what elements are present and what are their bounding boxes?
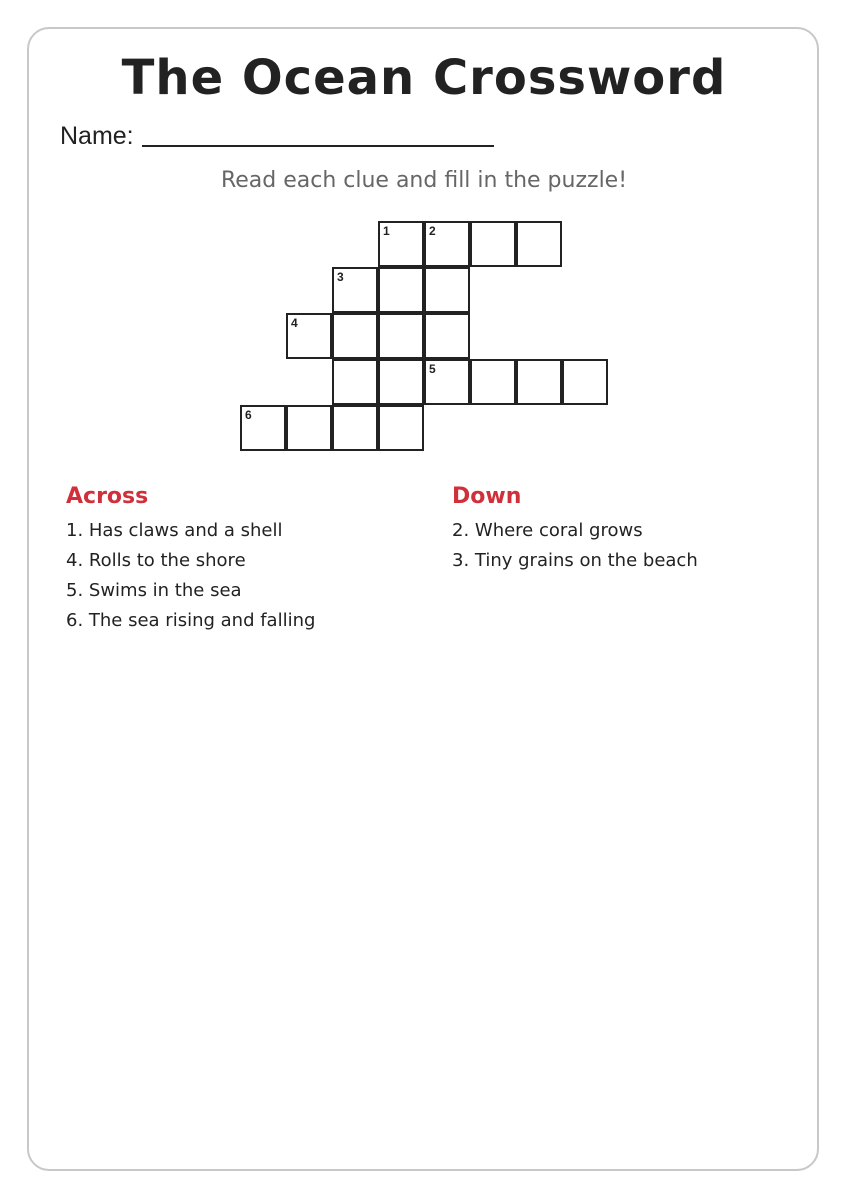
instructions: Read each clue and fill in the puzzle! [220,168,628,193]
grid-cell[interactable] [378,405,424,451]
name-label: Name: [60,122,134,150]
clue-item: 6. The sea rising and falling [66,610,316,631]
grid-cell[interactable] [470,221,516,267]
clue-number: 3 [337,270,344,284]
clue-item: 1. Has claws and a shell [66,520,283,541]
grid-cell[interactable] [332,359,378,405]
grid-cell[interactable] [516,221,562,267]
grid-cell[interactable] [424,267,470,313]
down-clues [452,482,698,576]
clue-number: 4 [291,316,298,330]
name-write-line[interactable] [142,145,494,147]
down-heading: Down [452,484,522,509]
clue-number: 5 [429,362,436,376]
grid-cell[interactable] [332,267,378,313]
down-clue-list [452,516,698,576]
grid-cell[interactable] [286,405,332,451]
grid-cell[interactable] [424,359,470,405]
grid-cell[interactable] [332,405,378,451]
grid-cell[interactable] [378,359,424,405]
name-row [60,118,494,152]
clue-number: 1 [383,224,390,238]
grid-cell[interactable] [562,359,608,405]
grid-cell[interactable] [378,267,424,313]
clue-number: 2 [429,224,436,238]
grid-cell[interactable] [378,221,424,267]
clue-item: 2. Where coral grows [452,520,643,541]
grid-cell[interactable] [378,313,424,359]
clue-number: 6 [245,408,252,422]
grid-cell[interactable] [470,359,516,405]
grid-cell[interactable] [332,313,378,359]
clue-item: 4. Rolls to the shore [66,550,246,571]
across-clue-list [66,516,315,636]
across-heading: Across [66,484,149,509]
page-title: The Ocean Crossword [121,50,727,106]
across-clues [66,482,315,636]
grid-cell[interactable] [424,313,470,359]
clue-item: 5. Swims in the sea [66,580,242,601]
grid-cell[interactable] [424,221,470,267]
clue-item: 3. Tiny grains on the beach [452,550,698,571]
grid-cell[interactable] [240,405,286,451]
grid-cell[interactable] [286,313,332,359]
grid-cell[interactable] [516,359,562,405]
